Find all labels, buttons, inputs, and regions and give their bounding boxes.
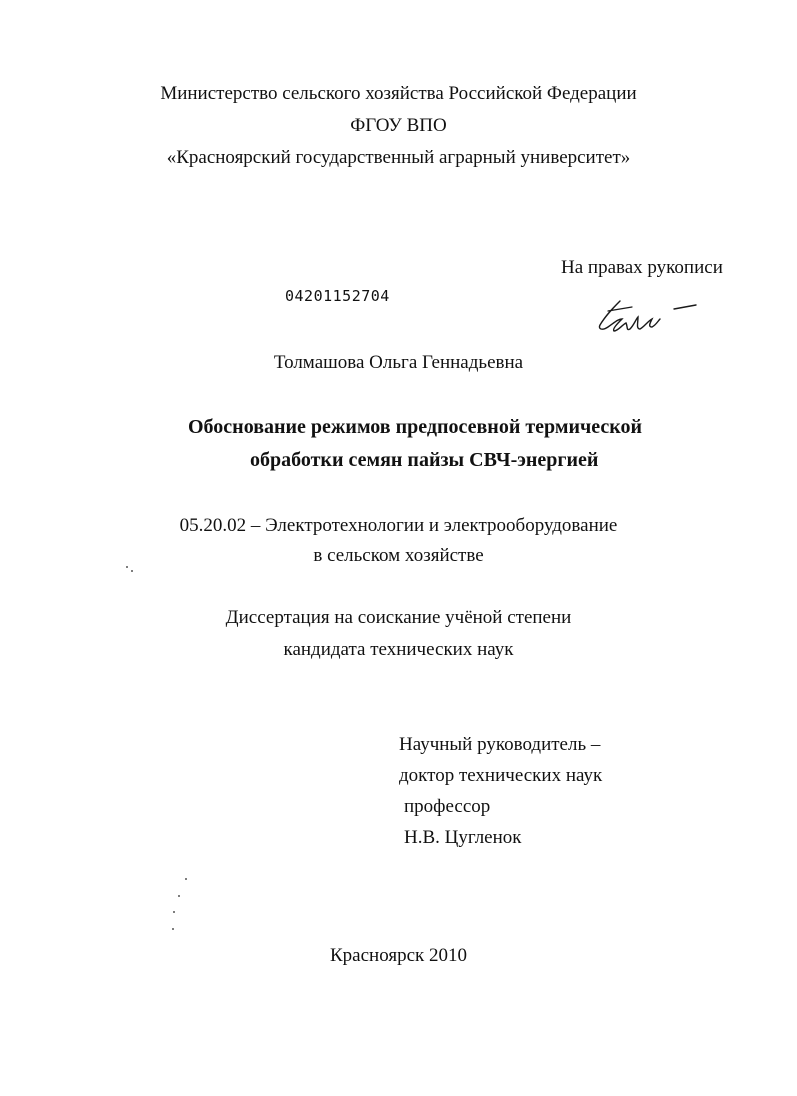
supervisor-name: Н.В. Цугленок bbox=[404, 827, 522, 848]
degree-line-2: кандидата технических наук bbox=[283, 639, 514, 660]
scan-speck bbox=[126, 566, 128, 568]
signature bbox=[592, 293, 702, 343]
title-line-2: обработки семян пайзы СВЧ-энергией bbox=[250, 449, 599, 471]
supervisor-rank: профессор bbox=[404, 796, 491, 817]
university-line: «Красноярский государственный аграрный университет» bbox=[166, 147, 631, 168]
org-line: ФГОУ ВПО bbox=[350, 115, 447, 136]
author-name: Толмашова Ольга Геннадьевна bbox=[273, 352, 524, 373]
scan-speck bbox=[178, 895, 180, 897]
rights-note: На правах рукописи bbox=[561, 257, 723, 278]
archive-number: 04201152704 bbox=[285, 287, 390, 305]
scan-speck bbox=[131, 570, 133, 572]
footer-city-year: Красноярск 2010 bbox=[330, 945, 467, 966]
scan-speck bbox=[173, 911, 175, 913]
supervisor-role: Научный руководитель – bbox=[399, 734, 601, 755]
scan-speck bbox=[185, 878, 187, 880]
scan-speck bbox=[172, 928, 174, 930]
title-line-1: Обоснование режимов предпосевной термической bbox=[188, 416, 643, 438]
specialty-line-2: в сельском хозяйстве bbox=[313, 545, 484, 566]
specialty-line-1: 05.20.02 – Электротехнологии и электрооборудование bbox=[179, 515, 618, 536]
degree-line-1: Диссертация на соискание учёной степени bbox=[225, 607, 572, 628]
ministry-line: Министерство сельского хозяйства Российской Федерации bbox=[160, 83, 637, 104]
supervisor-degree: доктор технических наук bbox=[399, 765, 603, 786]
